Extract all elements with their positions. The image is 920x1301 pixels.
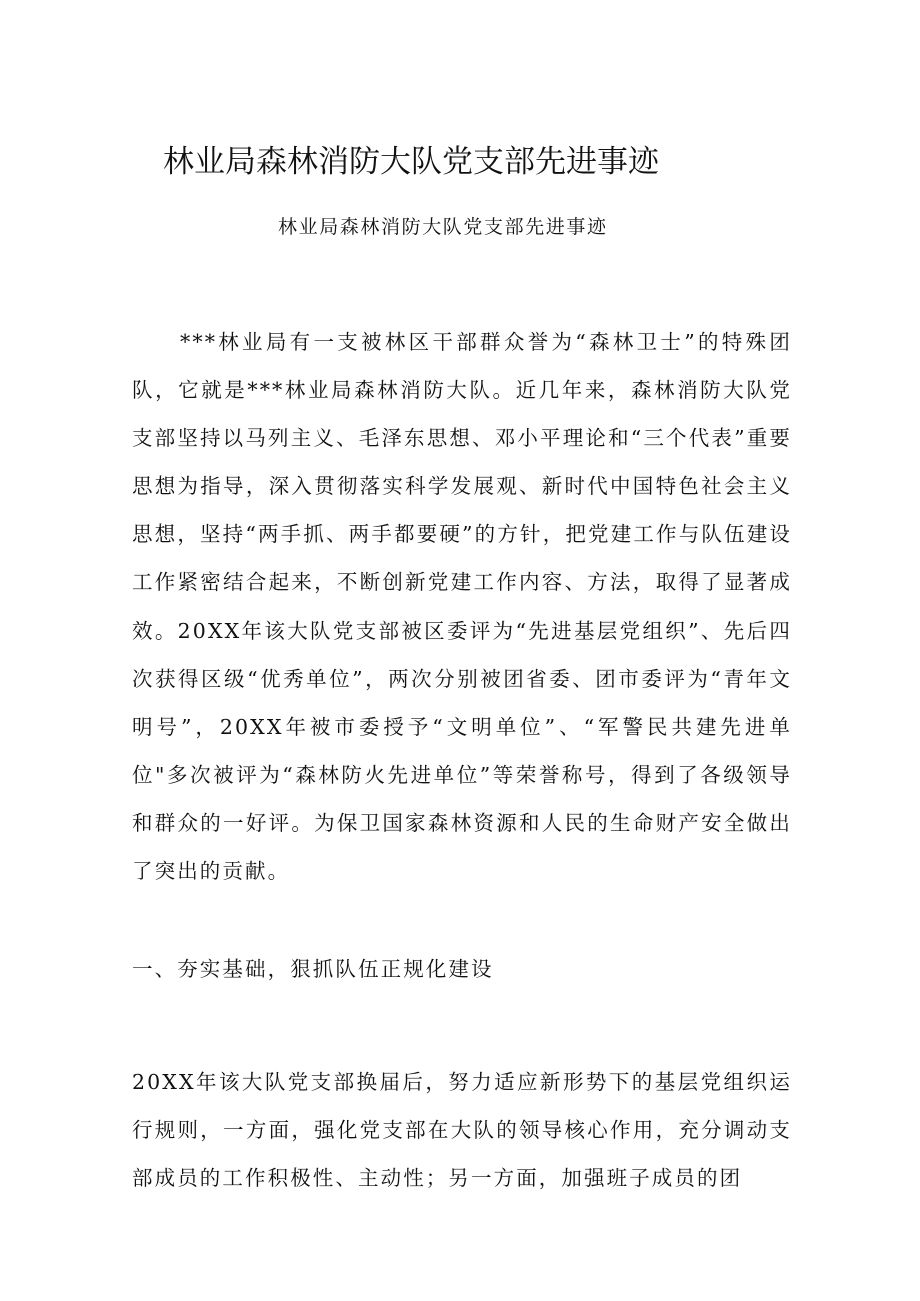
document-subtitle: 林业局森林消防大队党支部先进事迹 [278, 216, 608, 238]
document-title: 林业局森林消防大队党支部先进事迹 [163, 144, 659, 180]
body-paragraph-intro: ***林业局有一支被林区干部群众誉为“森林卫士”的特殊团队，它就是***林业局森林消防大队。近几年来，森林消防大队党支部坚持以马列主义、毛泽东思想、邓小平理论和“三个代表”重要思想为指导，深入贯彻落实科学发展观、新时代中国特色社会主义思想，坚持“两手抓、两手都要硬”的方针，把党建工作与队伍建设工作紧密结合起来，不断创新党建工作内容、方法，取得了显著成效。20XX年该大队党支部被区委评为“先进基层党组织”、先后四次获得区级“优秀单位”，两次分别被团省委、团市委评为“青年文明号”，20XX年被市委授予“文明单位”、“军警民共建先进单位"多次被评为“森林防火先进单位”等荣誉称号，得到了各级领导和群众的一好评。为保卫国家森林资源和人民的生命财产安全做出了突出的贡献。 [132, 330, 792, 884]
section-heading-1: 一、夯实基础，狠抓队伍正规化建设 [132, 957, 494, 981]
body-paragraph-section-1: 20XX年该大队党支部换届后，努力适应新形势下的基层党组织运行规则，一方面，强化党支部在大队的领导核心作用，充分调动支部成员的工作积极性、主动性；另一方面，加强班子成员的团 [132, 1070, 792, 1191]
